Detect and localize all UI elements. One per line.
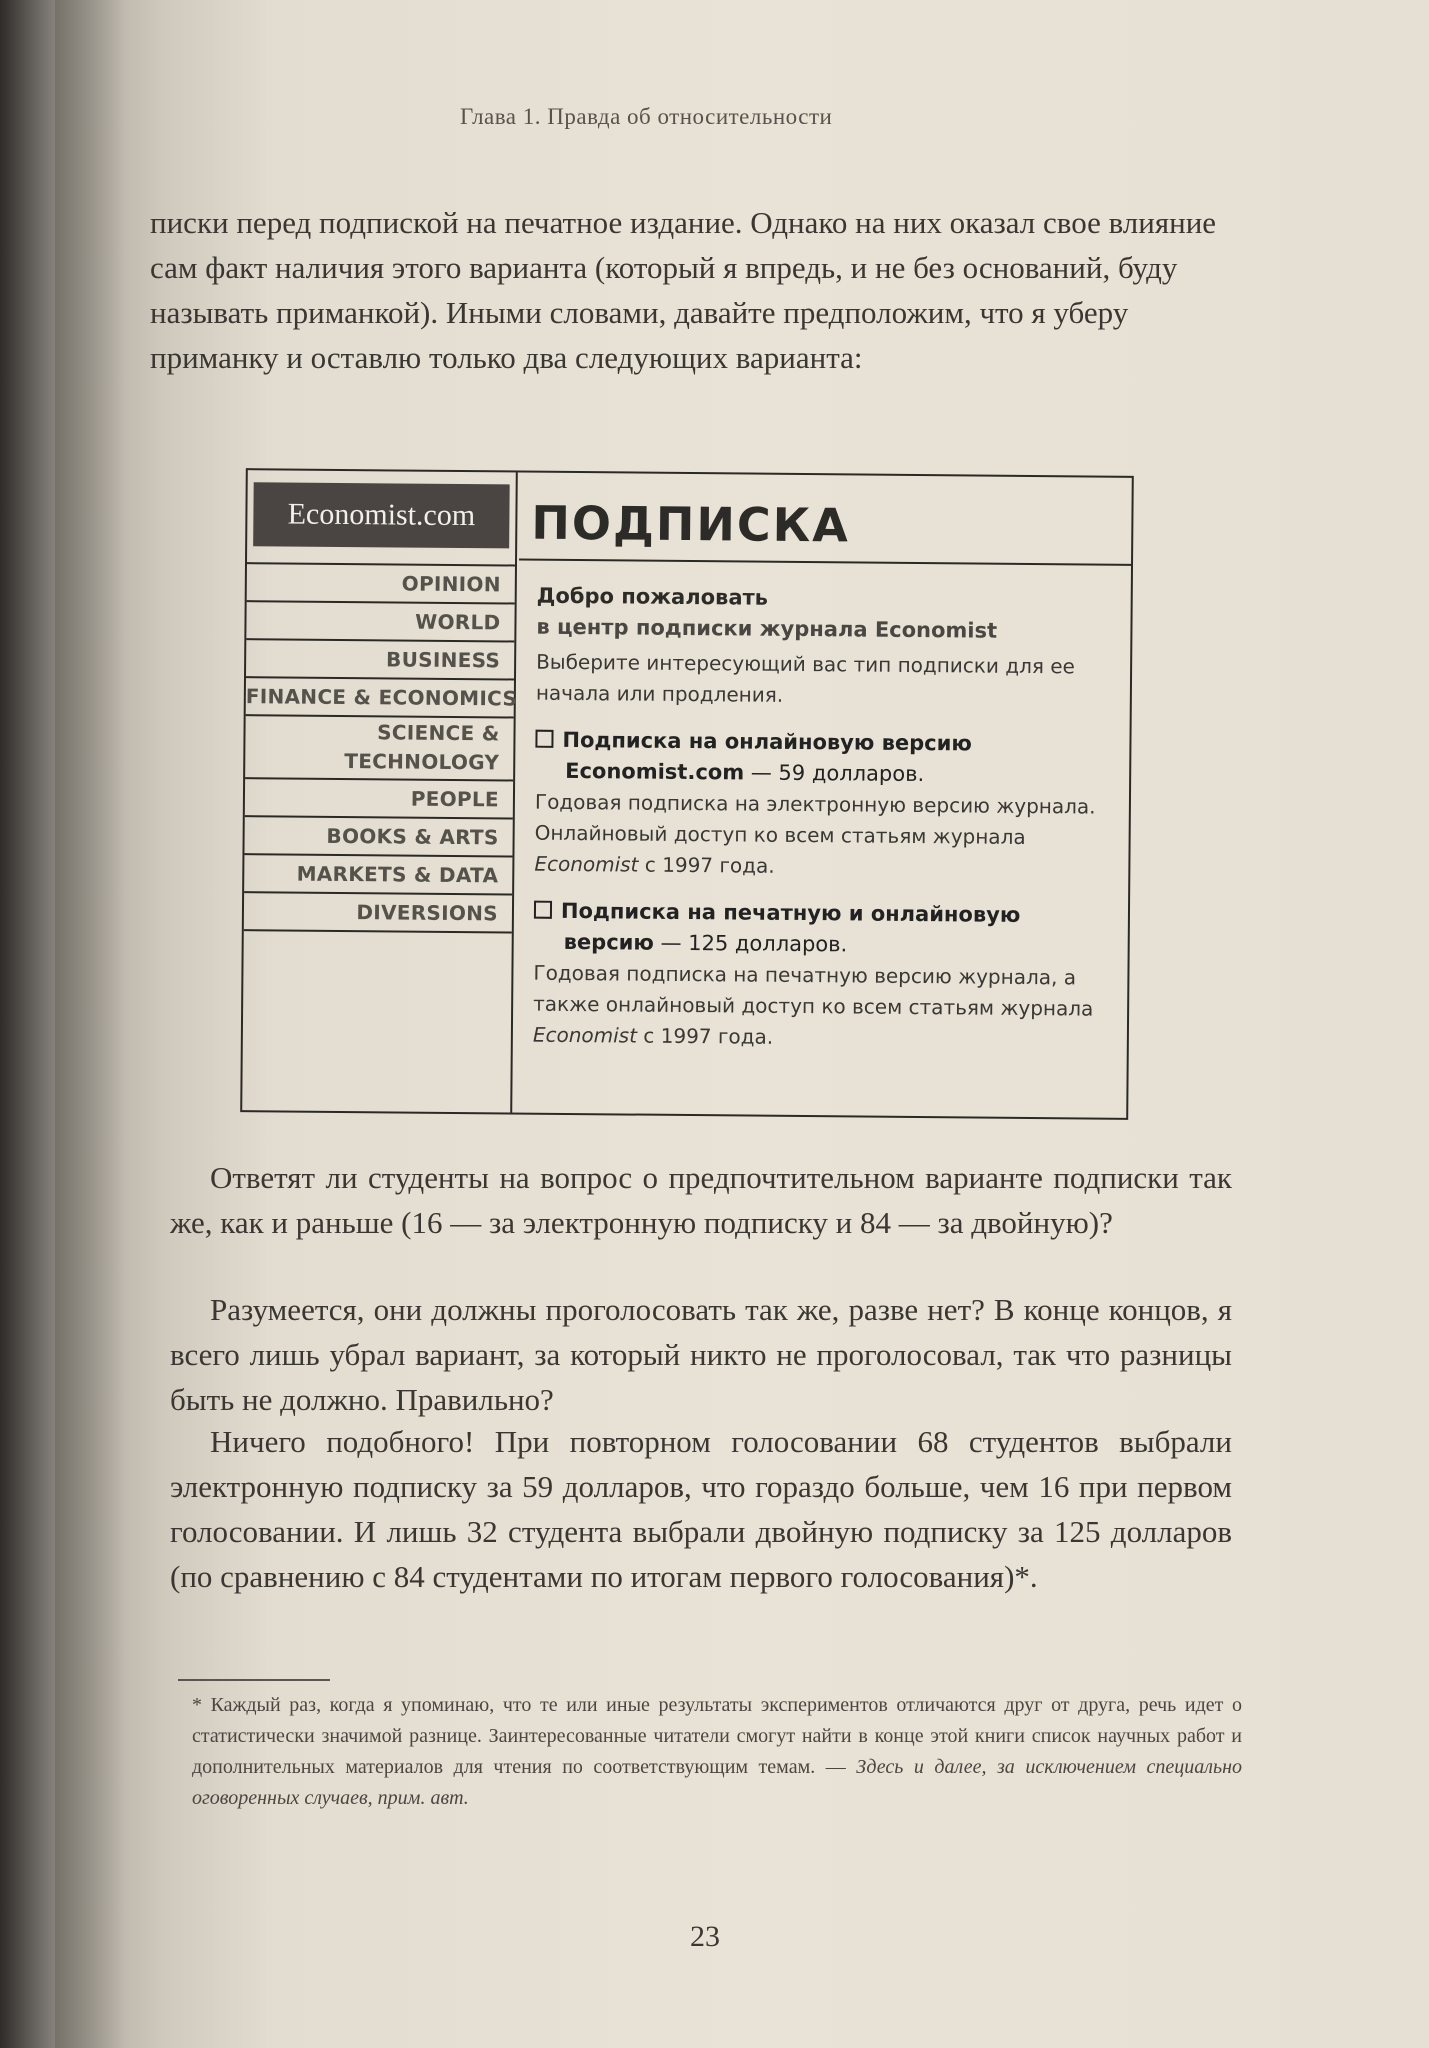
footnote: * Каждый раз, когда я упоминаю, что те или иные результаты экспериментов отличаются друг от друга, речь идет о статистически значимой разнице. Заинтересованные читатели смогут найти в конце этой книги список научных работ и дополнительных материалов для чтения по соответствующим темам. — Здесь и далее, за исключением специально оговоренных случаев, прим. авт. bbox=[192, 1694, 1243, 1809]
option-print-title: Подписка на печатную и онлайновую bbox=[560, 898, 1021, 927]
page-number: 23 bbox=[690, 1920, 720, 1953]
nav-item-world: WORLD bbox=[246, 602, 514, 642]
option-online-desc: Годовая подписка на электронную версию журнала. Онлайновый доступ ко всем статьям журнала Economist с 1997 года. bbox=[534, 789, 1096, 878]
nav-item-business: BUSINESS bbox=[246, 640, 514, 680]
welcome-line-2: в центр подписки журнала Economist bbox=[536, 614, 998, 643]
option-print-online bbox=[533, 896, 1119, 1056]
nav-item-markets: MARKETS & DATA bbox=[244, 855, 512, 895]
checkbox-icon bbox=[534, 901, 552, 919]
welcome-line-1: Добро пожаловать bbox=[536, 583, 769, 610]
footnote-divider bbox=[178, 1679, 330, 1681]
nav-item-books: BOOKS & ARTS bbox=[244, 817, 512, 857]
nav-item-science: SCIENCE & TECHNOLOGY bbox=[245, 716, 514, 781]
nav-item-people: PEOPLE bbox=[245, 779, 513, 819]
option-print-price: — 125 долларов. bbox=[653, 930, 848, 957]
figure-sidebar bbox=[242, 470, 518, 1112]
checkbox-icon bbox=[535, 730, 553, 748]
paragraph-4: Ничего подобного! При повторном голосовании 68 студентов выбрали электронную подписку за 59 долларов, что гораздо больше, чем 16 при первом голосовании. И лишь 32 студента выбрали двойную подписку за 125 долларов (по сравнению с 84 студентами по итогам первого голосования)*. bbox=[170, 1424, 1232, 1594]
economist-logo: Economist.com bbox=[253, 482, 510, 548]
option-online-price: — 59 долларов. bbox=[744, 760, 925, 787]
nav-item-finance: FINANCE & ECONOMICS bbox=[246, 678, 514, 718]
option-print-desc: Годовая подписка на печатную версию журнала, а также онлайновый доступ ко всем статьям журнала Economist с 1997 года. bbox=[532, 960, 1094, 1049]
choose-text: Выберите интересующий вас тип подписки для ее начала или продления. bbox=[535, 649, 1076, 707]
option-online-title: Подписка на онлайновую версию bbox=[562, 727, 972, 756]
option-online-site: Economist.com bbox=[565, 758, 745, 785]
nav-item-diversions: DIVERSIONS bbox=[244, 893, 512, 933]
book-spine bbox=[0, 0, 60, 2048]
paragraph-2: Ответят ли студенты на вопрос о предпочтительном варианте подписки так же, как и раньше (16 — за электронную подписку и 84 — за двойную)? bbox=[170, 1160, 1232, 1240]
nav-item-opinion: OPINION bbox=[247, 564, 515, 604]
running-head: Глава 1. Правда об относительности bbox=[460, 104, 833, 129]
paragraph-1: писки перед подпиской на печатное издание. Однако на них оказал свое влияние сам факт наличия этого варианта (который я впредь, и не без оснований, буду называть приманкой). Иными словами, давайте предположим, что я уберу приманку и оставлю только два следующих варианта: bbox=[150, 205, 1217, 375]
figure-nav bbox=[244, 562, 518, 933]
figure-body bbox=[533, 581, 1122, 1056]
paragraph-3: Разумеется, они должны проголосовать так же, разве нет? В конце концов, я всего лишь убрал вариант, за который никто не проголосовал, так что разницы быть не должно. Правильно? bbox=[170, 1292, 1232, 1417]
option-online bbox=[534, 725, 1120, 885]
page-gutter-shadow bbox=[55, 0, 125, 2048]
figure-title: ПОДПИСКА bbox=[519, 473, 1132, 566]
economist-subscription-figure bbox=[240, 468, 1134, 1120]
option-print-title-cont: версию bbox=[563, 929, 654, 955]
